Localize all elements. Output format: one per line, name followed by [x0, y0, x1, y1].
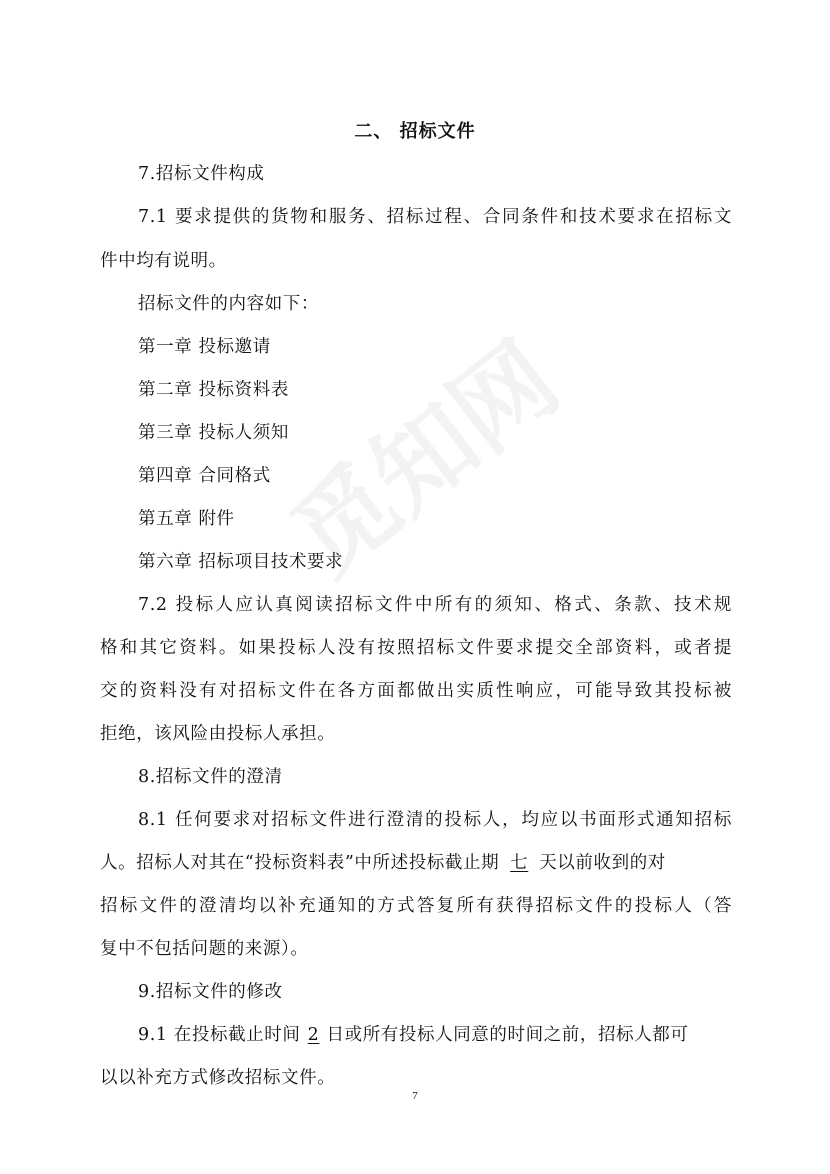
paragraph-line: 8.1 任何要求对招标文件进行澄清的投标人，均应以书面形式通知招标	[138, 810, 732, 830]
chapter-item: 第四章 合同格式	[138, 466, 271, 486]
paragraph-line	[138, 1023, 732, 1047]
modification-days-value: 2	[307, 1025, 320, 1045]
paragraph-line: 以以补充方式修改招标文件。	[100, 1068, 336, 1088]
section-title: 二、 招标文件	[354, 121, 476, 142]
text-segment: 天以前收到的对	[539, 853, 666, 873]
chapter-item: 第三章 投标人须知	[138, 423, 289, 443]
chapter-item: 第二章 投标资料表	[138, 380, 289, 400]
clause-heading-9: 9.招标文件的修改	[138, 982, 283, 1002]
paragraph-line: 招标文件的澄清均以补充通知的方式答复所有获得招标文件的投标人（答	[100, 896, 732, 916]
paragraph-line: 复中不包括问题的来源）。	[100, 939, 309, 959]
paragraph-line: 件中均有说明。	[100, 251, 227, 271]
clause-heading-8: 8.招标文件的澄清	[138, 767, 283, 787]
paragraph-line: 格和其它资料。如果投标人没有按照招标文件要求提交全部资料，或者提	[100, 638, 732, 658]
paragraph-line: 7.2 投标人应认真阅读招标文件中所有的须知、格式、条款、技术规	[138, 595, 732, 615]
text-segment: 9.1 在投标截止时间	[138, 1025, 301, 1045]
paragraph-line: 交的资料没有对招标文件在各方面都做出实质性响应，可能导致其投标被	[100, 681, 732, 701]
clause-heading-7: 7.招标文件构成	[138, 164, 265, 184]
paragraph-line	[100, 851, 732, 875]
chapter-item: 第六章 招标项目技术要求	[138, 552, 344, 572]
paragraph-line: 招标文件的内容如下：	[138, 294, 319, 314]
text-segment: 人。招标人对其在“投标资料表”中所述投标截止期	[100, 853, 500, 873]
deadline-days-value: 七	[510, 853, 529, 873]
paragraph-line: 拒绝，该风险由投标人承担。	[100, 724, 336, 744]
page-number: 7	[412, 1090, 418, 1102]
paragraph-line: 7.1 要求提供的货物和服务、招标过程、合同条件和技术要求在招标文	[138, 207, 732, 227]
text-segment: 日或所有投标人同意的时间之前，招标人都可	[326, 1025, 689, 1045]
chapter-item: 第一章 投标邀请	[138, 337, 271, 357]
chapter-item: 第五章 附件	[138, 509, 235, 529]
